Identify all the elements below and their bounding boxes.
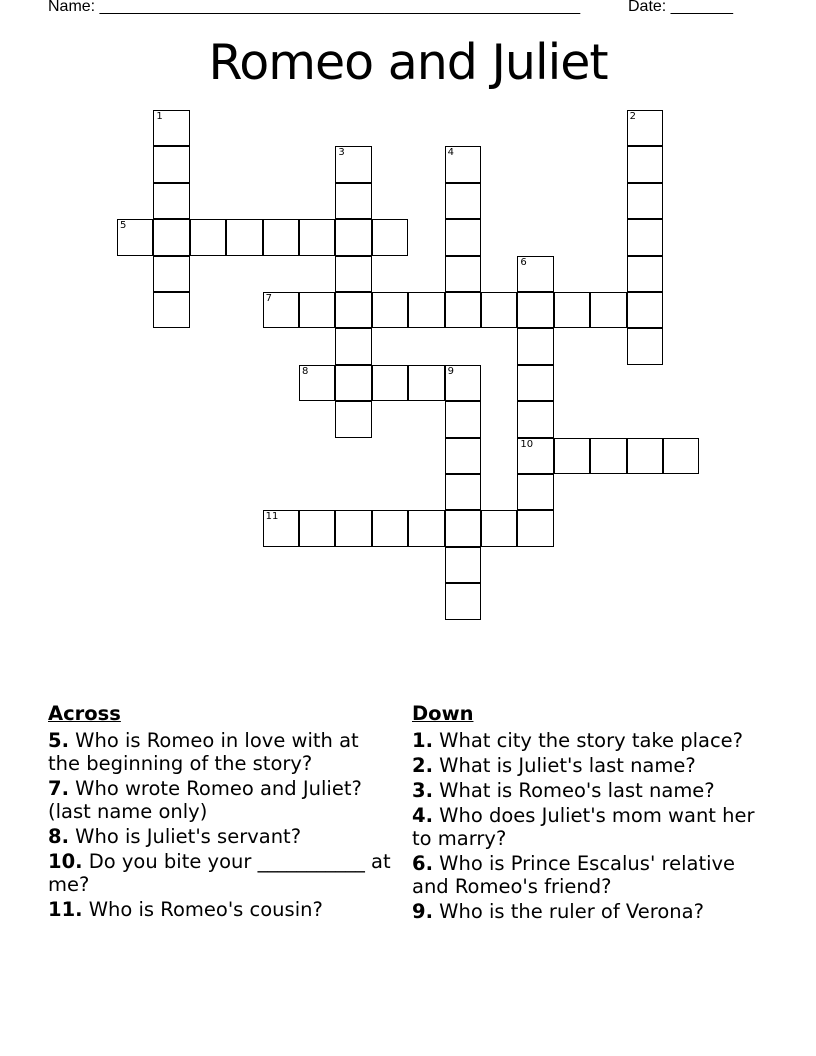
grid-cell[interactable] xyxy=(335,256,371,292)
across-clue xyxy=(48,777,393,823)
clue-number: 11. xyxy=(48,898,83,921)
grid-cell[interactable] xyxy=(627,110,663,146)
clue-number: 5. xyxy=(48,729,69,752)
grid-cell[interactable] xyxy=(517,365,553,401)
clue-text: Who is Romeo in love with at the beginning of the story? xyxy=(48,729,359,775)
grid-cell[interactable] xyxy=(445,474,481,510)
clue-number: 8. xyxy=(48,825,69,848)
across-clue xyxy=(48,898,393,921)
page-title: Romeo and Juliet xyxy=(208,34,608,91)
grid-cell[interactable] xyxy=(299,510,335,546)
down-clue xyxy=(412,852,757,898)
clue-number: 9 xyxy=(447,365,454,377)
down-clues xyxy=(412,702,757,925)
grid-cell[interactable] xyxy=(153,146,189,182)
grid-cell[interactable] xyxy=(627,256,663,292)
grid-cell[interactable] xyxy=(335,365,371,401)
clue-number: 6. xyxy=(412,852,433,875)
grid-cell[interactable] xyxy=(372,292,408,328)
grid-cell[interactable] xyxy=(517,256,553,292)
grid-cell[interactable] xyxy=(335,510,371,546)
grid-cell[interactable] xyxy=(153,110,189,146)
grid-cell[interactable] xyxy=(263,510,299,546)
grid-cell[interactable] xyxy=(445,401,481,437)
grid-cell[interactable] xyxy=(627,146,663,182)
down-heading: Down xyxy=(412,702,474,725)
clue-number: 5 xyxy=(120,220,127,232)
clue-text: Who is Romeo's cousin? xyxy=(82,898,323,921)
grid-cell[interactable] xyxy=(627,292,663,328)
grid-cell[interactable] xyxy=(554,438,590,474)
header xyxy=(48,0,733,16)
clue-number: 4. xyxy=(412,804,433,827)
clue-number: 11 xyxy=(265,511,279,523)
clue-text: Who is Prince Escalus' relative and Romeo's friend? xyxy=(412,852,736,898)
grid-cell[interactable] xyxy=(335,292,371,328)
clue-text: What is Juliet's last name? xyxy=(432,754,696,777)
clue-number: 6 xyxy=(520,256,527,268)
grid-cell[interactable] xyxy=(335,146,371,182)
grid-cell[interactable] xyxy=(445,583,481,619)
grid-cell[interactable] xyxy=(481,510,517,546)
across-clue-list xyxy=(48,729,393,921)
down-clue xyxy=(412,754,757,777)
grid-cell[interactable] xyxy=(299,365,335,401)
grid-cell[interactable] xyxy=(590,292,626,328)
grid-cell[interactable] xyxy=(554,292,590,328)
clue-text: What city the story take place? xyxy=(432,729,744,752)
grid-cell[interactable] xyxy=(517,438,553,474)
across-heading: Across xyxy=(48,702,121,725)
grid-cell[interactable] xyxy=(153,256,189,292)
grid-cell[interactable] xyxy=(299,292,335,328)
clue-number: 2 xyxy=(629,111,636,122)
clue-text: Who is the ruler of Verona? xyxy=(432,900,704,923)
grid-cell[interactable] xyxy=(335,401,371,437)
clue-number: 1 xyxy=(156,111,163,122)
grid-cell[interactable] xyxy=(372,365,408,401)
clue-number: 2. xyxy=(412,754,433,777)
grid-cell[interactable] xyxy=(517,510,553,546)
grid-cell[interactable] xyxy=(153,183,189,219)
down-clue xyxy=(412,900,757,923)
grid-cell[interactable] xyxy=(445,547,481,583)
grid-cell[interactable] xyxy=(517,474,553,510)
clue-number: 3 xyxy=(338,147,345,159)
grid-cell[interactable] xyxy=(117,219,153,255)
clue-number: 3. xyxy=(412,779,433,802)
down-clue xyxy=(412,779,757,802)
name-field-label[interactable]: Name: ______________________________________________________ xyxy=(48,0,581,15)
clue-text: What is Romeo's last name? xyxy=(432,779,715,802)
grid-cell[interactable] xyxy=(335,219,371,255)
grid-cell[interactable] xyxy=(590,438,626,474)
date-field-label[interactable]: Date: _______ xyxy=(628,0,733,15)
grid-cell[interactable] xyxy=(627,183,663,219)
clue-text: Who does Juliet's mom want her to marry? xyxy=(412,804,755,850)
clue-number: 10. xyxy=(48,850,83,873)
across-clues xyxy=(48,702,393,923)
grid-cell[interactable] xyxy=(445,365,481,401)
grid-cell[interactable] xyxy=(153,292,189,328)
clue-number: 9. xyxy=(412,900,433,923)
grid-cell[interactable] xyxy=(445,146,481,182)
grid-cell[interactable] xyxy=(408,510,444,546)
grid-cell[interactable] xyxy=(408,292,444,328)
grid-cell[interactable] xyxy=(263,219,299,255)
grid-cell[interactable] xyxy=(408,365,444,401)
across-clue xyxy=(48,850,393,896)
grid-cell[interactable] xyxy=(627,438,663,474)
grid-cell[interactable] xyxy=(517,292,553,328)
clue-number: 7 xyxy=(265,293,272,304)
grid-cell[interactable] xyxy=(335,183,371,219)
grid-cell[interactable] xyxy=(190,219,226,255)
down-clue xyxy=(412,804,757,850)
clue-number: 4 xyxy=(447,147,454,159)
grid-cell[interactable] xyxy=(663,438,699,474)
grid-cell[interactable] xyxy=(445,292,481,328)
grid-cell[interactable] xyxy=(372,510,408,546)
clue-number: 8 xyxy=(302,365,309,377)
grid-cell[interactable] xyxy=(335,328,371,364)
grid-cell[interactable] xyxy=(226,219,262,255)
down-clue-list xyxy=(412,729,757,923)
grid-cell[interactable] xyxy=(445,438,481,474)
grid-cell[interactable] xyxy=(481,292,517,328)
clue-text: Who is Juliet's servant? xyxy=(68,825,302,848)
grid-cell[interactable] xyxy=(153,219,189,255)
grid-cell[interactable] xyxy=(445,510,481,546)
clue-number: 7. xyxy=(48,777,69,800)
grid-cell[interactable] xyxy=(299,219,335,255)
across-clue xyxy=(48,825,393,848)
down-clue xyxy=(412,729,757,752)
clue-text: Do you bite your ___________ at me? xyxy=(48,850,391,896)
grid-cell[interactable] xyxy=(263,292,299,328)
grid-cell[interactable] xyxy=(517,401,553,437)
grid-cell[interactable] xyxy=(372,219,408,255)
clue-number: 10 xyxy=(520,438,534,450)
across-clue xyxy=(48,729,393,775)
grid-cell[interactable] xyxy=(627,219,663,255)
grid-cell[interactable] xyxy=(445,183,481,219)
grid-cell[interactable] xyxy=(445,256,481,292)
grid-cell[interactable] xyxy=(627,328,663,364)
grid-cell[interactable] xyxy=(445,219,481,255)
clue-text: Who wrote Romeo and Juliet? (last name only) xyxy=(48,777,362,823)
clue-number: 1. xyxy=(412,729,433,752)
grid-cell[interactable] xyxy=(517,328,553,364)
